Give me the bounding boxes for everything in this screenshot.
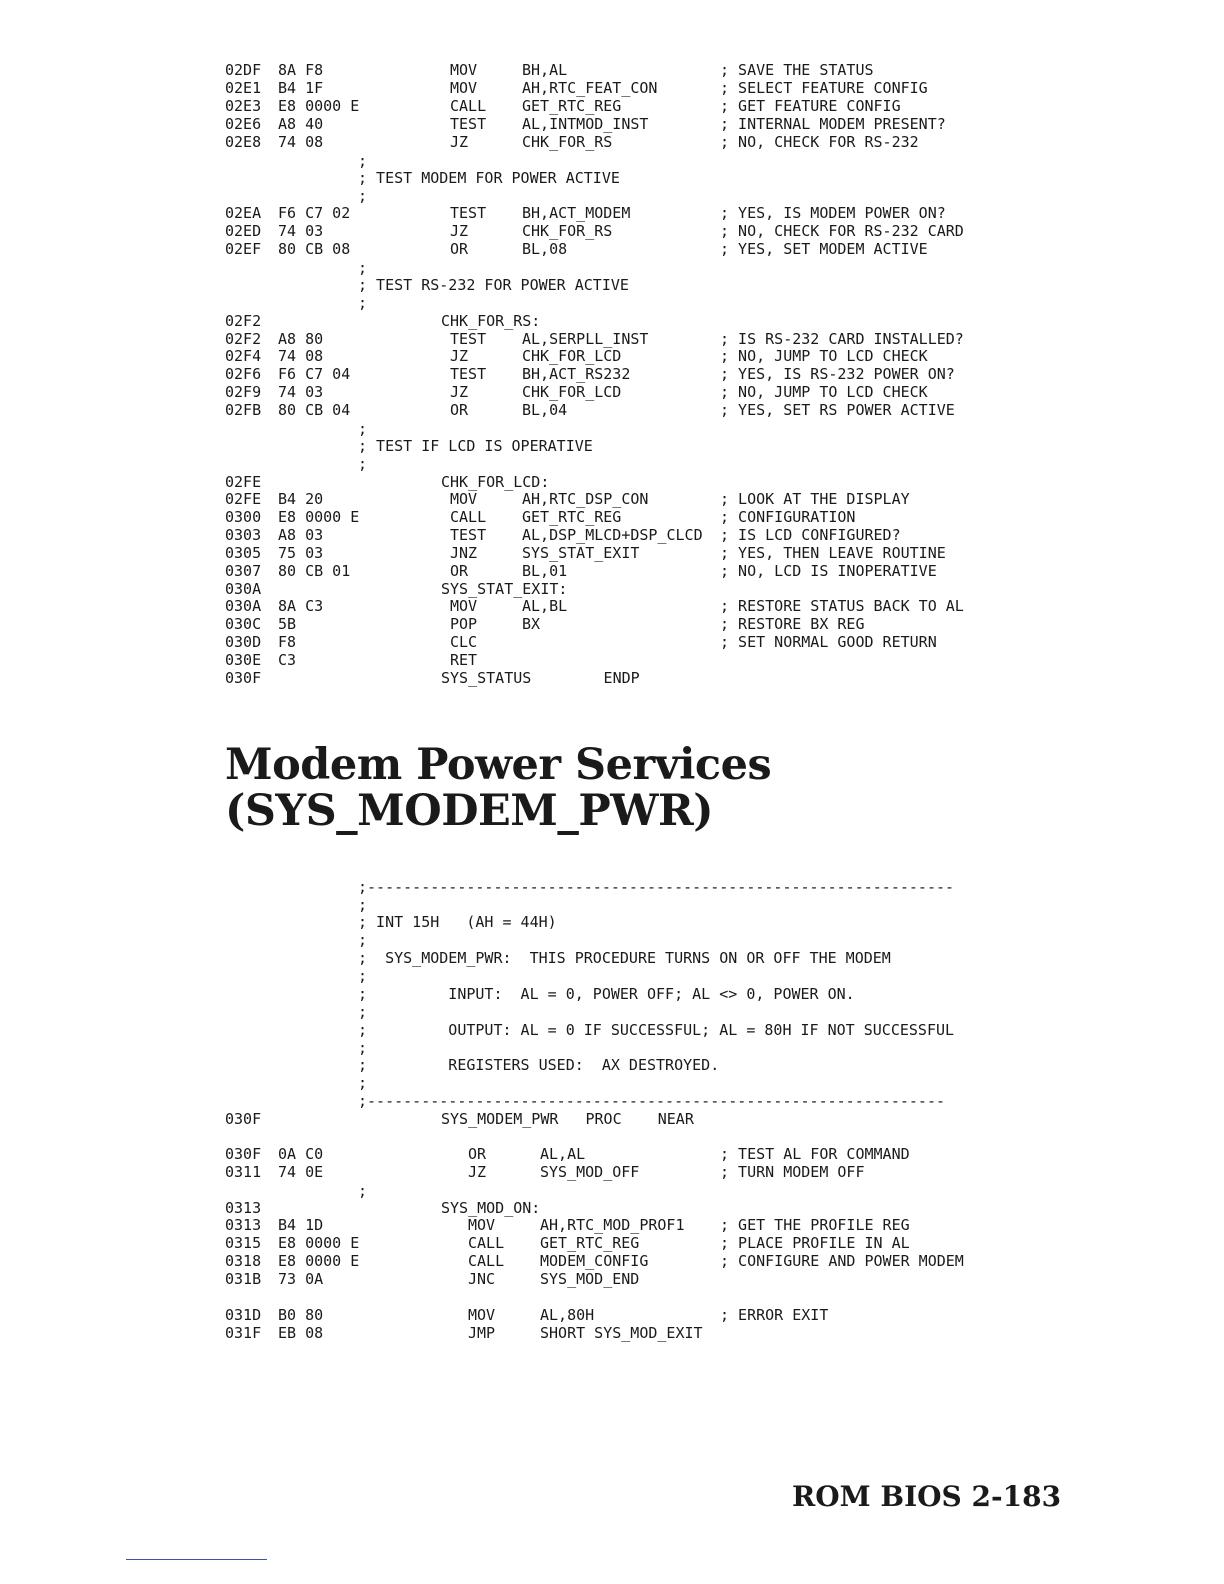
address: 0318 (225, 1252, 262, 1270)
comment: ; ERROR EXIT (720, 1306, 829, 1324)
mnemonic: JZ (468, 1163, 487, 1181)
operand: BL,04 (522, 401, 568, 419)
comment: ; TURN MODEM OFF (720, 1163, 865, 1181)
operand: GET_RTC_REG (540, 1234, 640, 1252)
section-comment: ; TEST MODEM FOR POWER ACTIVE (358, 169, 620, 187)
object-code: 80 CB 08 (278, 240, 351, 258)
mnemonic: TEST (450, 330, 487, 348)
operand: AL,DSP_MLCD+DSP_CLCD (522, 526, 703, 544)
object-code: A8 03 (278, 526, 324, 544)
comment: ; CONFIGURE AND POWER MODEM (720, 1252, 964, 1270)
operand: CHK_FOR_RS (522, 222, 613, 240)
address: 030F (225, 1145, 262, 1163)
mnemonic: OR (450, 240, 469, 258)
address: 02FE (225, 490, 262, 508)
operand: CHK_FOR_LCD (522, 383, 622, 401)
operand: GET_RTC_REG (522, 97, 622, 115)
mnemonic: JNC (468, 1270, 496, 1288)
address: 0307 (225, 562, 262, 580)
mnemonic: JZ (450, 222, 469, 240)
mnemonic: JZ (450, 133, 469, 151)
comment-semicolon: ; (358, 1003, 368, 1021)
operand: BL,08 (522, 240, 568, 258)
comment-semicolon: ; (358, 259, 368, 277)
operand: CHK_FOR_RS (522, 133, 613, 151)
address: 030F (225, 1110, 262, 1128)
comment-semicolon: ; (358, 1182, 368, 1200)
operand: AL,AL (540, 1145, 586, 1163)
code-label: SYS_MOD_ON: (441, 1199, 541, 1217)
code-label: SYS_STATUS ENDP (441, 669, 640, 687)
mnemonic: OR (450, 401, 469, 419)
address: 030F (225, 669, 262, 687)
address: 02EF (225, 240, 262, 258)
comment: ; GET THE PROFILE REG (720, 1216, 910, 1234)
comment-semicolon: ; (358, 1039, 368, 1057)
comment: ; SET NORMAL GOOD RETURN (720, 633, 937, 651)
comment-semicolon: ; (358, 187, 368, 205)
object-code: 74 03 (278, 383, 324, 401)
object-code: B4 1D (278, 1216, 324, 1234)
address: 02E6 (225, 115, 262, 133)
comment-semicolon: ; (358, 896, 368, 914)
object-code: E8 0000 E (278, 1252, 360, 1270)
comment-semicolon: ; (358, 294, 368, 312)
address: 02F9 (225, 383, 262, 401)
address: 0313 (225, 1199, 262, 1217)
code-label: SYS_MODEM_PWR PROC NEAR (441, 1110, 694, 1128)
operand: BL,01 (522, 562, 568, 580)
address: 02E1 (225, 79, 262, 97)
address: 02E8 (225, 133, 262, 151)
comment: ; INTERNAL MODEM PRESENT? (720, 115, 946, 133)
operand: AH,RTC_FEAT_CON (522, 79, 658, 97)
comment-semicolon: ; (358, 455, 368, 473)
mnemonic: JZ (450, 347, 469, 365)
comment-rule: ;---------------------------------------------------------------- (358, 1092, 945, 1110)
object-code: 80 CB 01 (278, 562, 351, 580)
comment: ; NO, CHECK FOR RS-232 (720, 133, 919, 151)
comment: ; SAVE THE STATUS (720, 61, 874, 79)
comment: ; NO, CHECK FOR RS-232 CARD (720, 222, 964, 240)
comment-semicolon: ; (358, 420, 368, 438)
address: 02F4 (225, 347, 262, 365)
mnemonic: MOV (450, 79, 478, 97)
object-code: 8A F8 (278, 61, 324, 79)
section-heading-line-2: (SYS_MODEM_PWR) (225, 786, 714, 836)
address: 0315 (225, 1234, 262, 1252)
input-description: ; INPUT: AL = 0, POWER OFF; AL <> 0, POWER ON. (358, 985, 855, 1003)
object-code: F8 (278, 633, 297, 651)
registers-description: ; REGISTERS USED: AX DESTROYED. (358, 1056, 720, 1074)
comment: ; IS RS-232 CARD INSTALLED? (720, 330, 964, 348)
operand: CHK_FOR_LCD (522, 347, 622, 365)
comment: ; CONFIGURATION (720, 508, 856, 526)
operand: AH,RTC_MOD_PROF1 (540, 1216, 685, 1234)
comment: ; YES, IS RS-232 POWER ON? (720, 365, 955, 383)
section-comment: ; TEST IF LCD IS OPERATIVE (358, 437, 593, 455)
comment-semicolon: ; (358, 1074, 368, 1092)
object-code: 74 08 (278, 347, 324, 365)
address: 030A (225, 597, 262, 615)
comment: ; PLACE PROFILE IN AL (720, 1234, 910, 1252)
operand: BH,AL (522, 61, 568, 79)
address: 02F2 (225, 312, 262, 330)
mnemonic: CALL (468, 1252, 505, 1270)
address: 02F6 (225, 365, 262, 383)
mnemonic: OR (468, 1145, 487, 1163)
comment: ; YES, SET RS POWER ACTIVE (720, 401, 955, 419)
address: 0313 (225, 1216, 262, 1234)
mnemonic: RET (450, 651, 478, 669)
mnemonic: TEST (450, 526, 487, 544)
mnemonic: TEST (450, 115, 487, 133)
operand: MODEM_CONFIG (540, 1252, 649, 1270)
operand: AH,RTC_DSP_CON (522, 490, 649, 508)
object-code: B4 20 (278, 490, 324, 508)
object-code: 0A C0 (278, 1145, 324, 1163)
object-code: C3 (278, 651, 297, 669)
object-code: E8 0000 E (278, 1234, 360, 1252)
address: 0303 (225, 526, 262, 544)
object-code: B4 1F (278, 79, 324, 97)
object-code: B0 80 (278, 1306, 324, 1324)
comment-semicolon: ; (358, 152, 368, 170)
address: 031B (225, 1270, 262, 1288)
mnemonic: POP (450, 615, 478, 633)
address: 030E (225, 651, 262, 669)
operand: SYS_MOD_OFF (540, 1163, 640, 1181)
address: 030D (225, 633, 262, 651)
mnemonic: JZ (450, 383, 469, 401)
mnemonic: CALL (450, 508, 487, 526)
object-code: 80 CB 04 (278, 401, 351, 419)
comment: ; NO, JUMP TO LCD CHECK (720, 383, 928, 401)
operand: AL,INTMOD_INST (522, 115, 649, 133)
mnemonic: TEST (450, 365, 487, 383)
operand: BH,ACT_MODEM (522, 204, 631, 222)
comment: ; NO, LCD IS INOPERATIVE (720, 562, 937, 580)
address: 02ED (225, 222, 262, 240)
address: 030A (225, 580, 262, 598)
address: 02FE (225, 473, 262, 491)
comment: ; TEST AL FOR COMMAND (720, 1145, 910, 1163)
comment: ; LOOK AT THE DISPLAY (720, 490, 910, 508)
object-code: 73 0A (278, 1270, 324, 1288)
mnemonic: TEST (450, 204, 487, 222)
operand: BX (522, 615, 541, 633)
comment: ; GET FEATURE CONFIG (720, 97, 901, 115)
comment-rule: ;----------------------------------------------------------------- (358, 878, 955, 896)
comment: ; YES, IS MODEM POWER ON? (720, 204, 946, 222)
comment: ; NO, JUMP TO LCD CHECK (720, 347, 928, 365)
operand: AL,BL (522, 597, 568, 615)
address: 031F (225, 1324, 262, 1342)
code-label: CHK_FOR_LCD: (441, 473, 550, 491)
comment: ; SELECT FEATURE CONFIG (720, 79, 928, 97)
object-code: 5B (278, 615, 297, 633)
object-code: E8 0000 E (278, 508, 360, 526)
address: 031D (225, 1306, 262, 1324)
object-code: 74 03 (278, 222, 324, 240)
address: 0311 (225, 1163, 262, 1181)
mnemonic: MOV (450, 597, 478, 615)
object-code: 74 0E (278, 1163, 324, 1181)
address: 02EA (225, 204, 262, 222)
object-code: A8 80 (278, 330, 324, 348)
mnemonic: OR (450, 562, 469, 580)
comment: ; RESTORE STATUS BACK TO AL (720, 597, 964, 615)
comment: ; YES, SET MODEM ACTIVE (720, 240, 928, 258)
operand: AL,80H (540, 1306, 595, 1324)
comment: ; RESTORE BX REG (720, 615, 865, 633)
mnemonic: MOV (450, 61, 478, 79)
object-code: 74 08 (278, 133, 324, 151)
address: 030C (225, 615, 262, 633)
address: 0305 (225, 544, 262, 562)
code-label: SYS_STAT_EXIT: (441, 580, 568, 598)
object-code: 8A C3 (278, 597, 324, 615)
output-description: ; OUTPUT: AL = 0 IF SUCCESSFUL; AL = 80H IF NOT SUCCESSFUL (358, 1021, 955, 1039)
object-code: A8 40 (278, 115, 324, 133)
mnemonic: MOV (468, 1306, 496, 1324)
page-footer: ROM BIOS 2-183 (792, 1480, 1062, 1513)
code-label: CHK_FOR_RS: (441, 312, 541, 330)
comment-semicolon: ; (358, 967, 368, 985)
mnemonic: MOV (468, 1216, 496, 1234)
operand: SYS_STAT_EXIT (522, 544, 640, 562)
section-comment: ; TEST RS-232 FOR POWER ACTIVE (358, 276, 629, 294)
object-code: F6 C7 04 (278, 365, 351, 383)
operand: AL,SERPLL_INST (522, 330, 649, 348)
mnemonic: CALL (450, 97, 487, 115)
mnemonic: JNZ (450, 544, 478, 562)
object-code: F6 C7 02 (278, 204, 351, 222)
address: 02FB (225, 401, 262, 419)
address: 0300 (225, 508, 262, 526)
mnemonic: CALL (468, 1234, 505, 1252)
address: 02E3 (225, 97, 262, 115)
operand: SYS_MOD_END (540, 1270, 640, 1288)
procedure-description: ; SYS_MODEM_PWR: THIS PROCEDURE TURNS ON OR OFF THE MODEM (358, 949, 891, 967)
int-line: ; INT 15H (AH = 44H) (358, 913, 557, 931)
comment-semicolon: ; (358, 931, 368, 949)
comment: ; IS LCD CONFIGURED? (720, 526, 901, 544)
section-heading-line-1: Modem Power Services (225, 740, 772, 790)
operand: SHORT SYS_MOD_EXIT (540, 1324, 703, 1342)
footer-rule (126, 1559, 267, 1560)
operand: BH,ACT_RS232 (522, 365, 631, 383)
comment: ; YES, THEN LEAVE ROUTINE (720, 544, 946, 562)
mnemonic: JMP (468, 1324, 496, 1342)
mnemonic: MOV (450, 490, 478, 508)
mnemonic: CLC (450, 633, 478, 651)
object-code: E8 0000 E (278, 97, 360, 115)
object-code: EB 08 (278, 1324, 324, 1342)
address: 02DF (225, 61, 262, 79)
object-code: 75 03 (278, 544, 324, 562)
address: 02F2 (225, 330, 262, 348)
operand: GET_RTC_REG (522, 508, 622, 526)
